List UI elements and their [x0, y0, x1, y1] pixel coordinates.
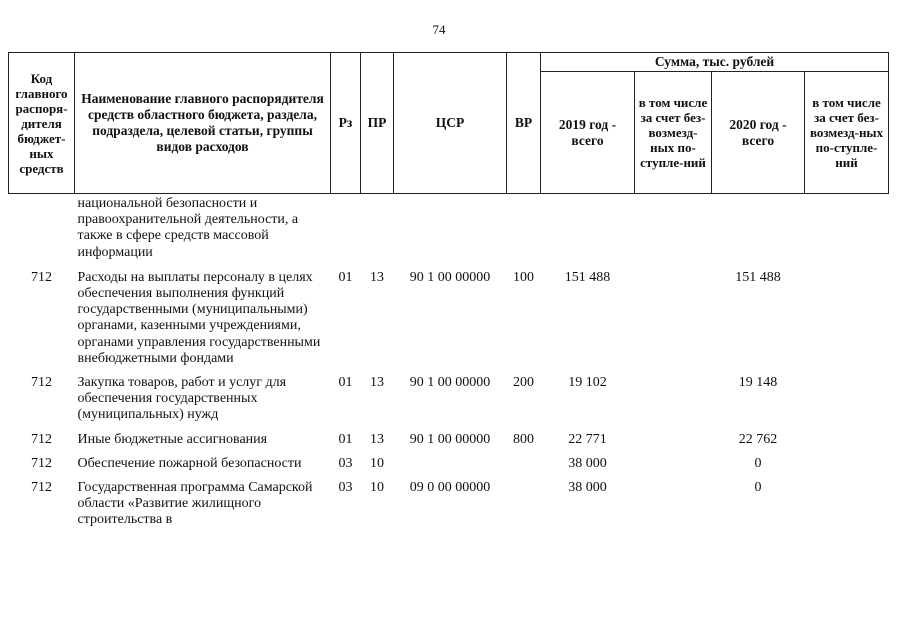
row-sum-2019: 38 000: [568, 480, 607, 496]
row-rz: 01: [338, 269, 353, 285]
row-vr: 100: [513, 269, 534, 285]
row-vr: 200: [513, 375, 534, 391]
row-name: национальной безопасности и правоохранительной деятельности, а также в сфере средств массовой информации: [77, 196, 299, 260]
page-number: 74: [432, 22, 446, 37]
row-sum-2020-free: [805, 372, 889, 429]
row-name: Иные бюджетные ассигнования: [77, 431, 268, 447]
row-sum-2019: 22 771: [568, 431, 607, 447]
row-code: 712: [31, 375, 52, 391]
row-sum-2020-free: [805, 453, 889, 477]
row-sum-2019-free: [635, 372, 712, 429]
header-name: Наименование главного распорядителя средств областного бюджета, раздела, подраздела, целевой статьи, группы видов расходов: [75, 53, 331, 194]
table-row: [9, 429, 889, 453]
row-code: 712: [31, 480, 52, 496]
header-pr: ПР: [361, 53, 394, 194]
row-csr: 90 1 00 00000: [409, 269, 491, 285]
row-code: 712: [31, 455, 52, 471]
row-csr: 90 1 00 00000: [409, 431, 491, 447]
row-sum-2020: 19 148: [738, 375, 778, 391]
row-csr: 09 0 00 00000: [409, 480, 491, 496]
header-2020-free: в том числе за счет без-возмезд-ных по-ступле-ний: [805, 72, 889, 194]
table-row: [9, 477, 889, 534]
row-code: 712: [31, 431, 52, 447]
header-code: Код главного распоря-дителя бюджет-ных средств: [9, 53, 75, 194]
header-sum: Сумма, тыс. рублей: [541, 53, 889, 72]
row-pr: 13: [370, 375, 384, 391]
row-csr: 90 1 00 00000: [409, 375, 491, 391]
table-row: [9, 267, 889, 372]
table-row: [9, 372, 889, 429]
header-rz: Рз: [331, 53, 361, 194]
header-csr: ЦСР: [394, 53, 507, 194]
row-sum-2020: 151 488: [735, 269, 781, 285]
row-sum-2019-free: [635, 429, 712, 453]
row-sum-2019-free: [635, 267, 712, 372]
row-pr: 13: [370, 431, 384, 447]
table-row: [9, 453, 889, 477]
header-2019-free: в том числе за счет без-возмезд-ных по-ступле-ний: [635, 72, 712, 194]
row-sum-2020: 22 762: [738, 431, 778, 447]
row-code: 712: [31, 269, 52, 285]
row-pr: 10: [370, 455, 384, 471]
row-rz: 01: [338, 431, 353, 447]
row-sum-2019: 38 000: [568, 455, 607, 471]
row-name: Расходы на выплаты персоналу в целях обеспечения выполнения функций государственными (муниципальными) органами, казенными учреждениями, органами управления государственными внебюджетными фондами: [77, 269, 321, 366]
row-vr: 800: [513, 431, 534, 447]
row-rz: 03: [338, 480, 353, 496]
row-sum-2020-free: [805, 267, 889, 372]
row-sum-2020: 0: [754, 455, 762, 471]
header-2020-total: 2020 год - всего: [712, 72, 805, 194]
row-sum-2019-free: [635, 453, 712, 477]
row-vr: [507, 453, 541, 477]
budget-table: [8, 52, 889, 534]
row-name: Государственная программа Самарской области «Развитие жилищного строительства в: [77, 480, 313, 528]
row-csr: [394, 453, 507, 477]
header-2019-total: 2019 год - всего: [541, 72, 635, 194]
row-rz: 03: [338, 455, 353, 471]
row-name: Закупка товаров, работ и услуг для обеспечения государственных (муниципальных) нужд: [77, 375, 287, 423]
row-pr: 13: [370, 269, 384, 285]
row-sum-2020-free: [805, 477, 889, 534]
row-rz: 01: [338, 375, 353, 391]
row-sum-2020-free: [805, 429, 889, 453]
table-row-continuation: [9, 194, 889, 267]
row-vr: [507, 477, 541, 534]
row-sum-2019: 151 488: [564, 269, 611, 285]
row-name: Обеспечение пожарной безопасности: [77, 455, 302, 471]
row-sum-2019-free: [635, 477, 712, 534]
row-sum-2020: 0: [754, 480, 762, 496]
row-sum-2019: 19 102: [568, 375, 607, 391]
row-pr: 10: [370, 480, 384, 496]
header-vr: ВР: [507, 53, 541, 194]
